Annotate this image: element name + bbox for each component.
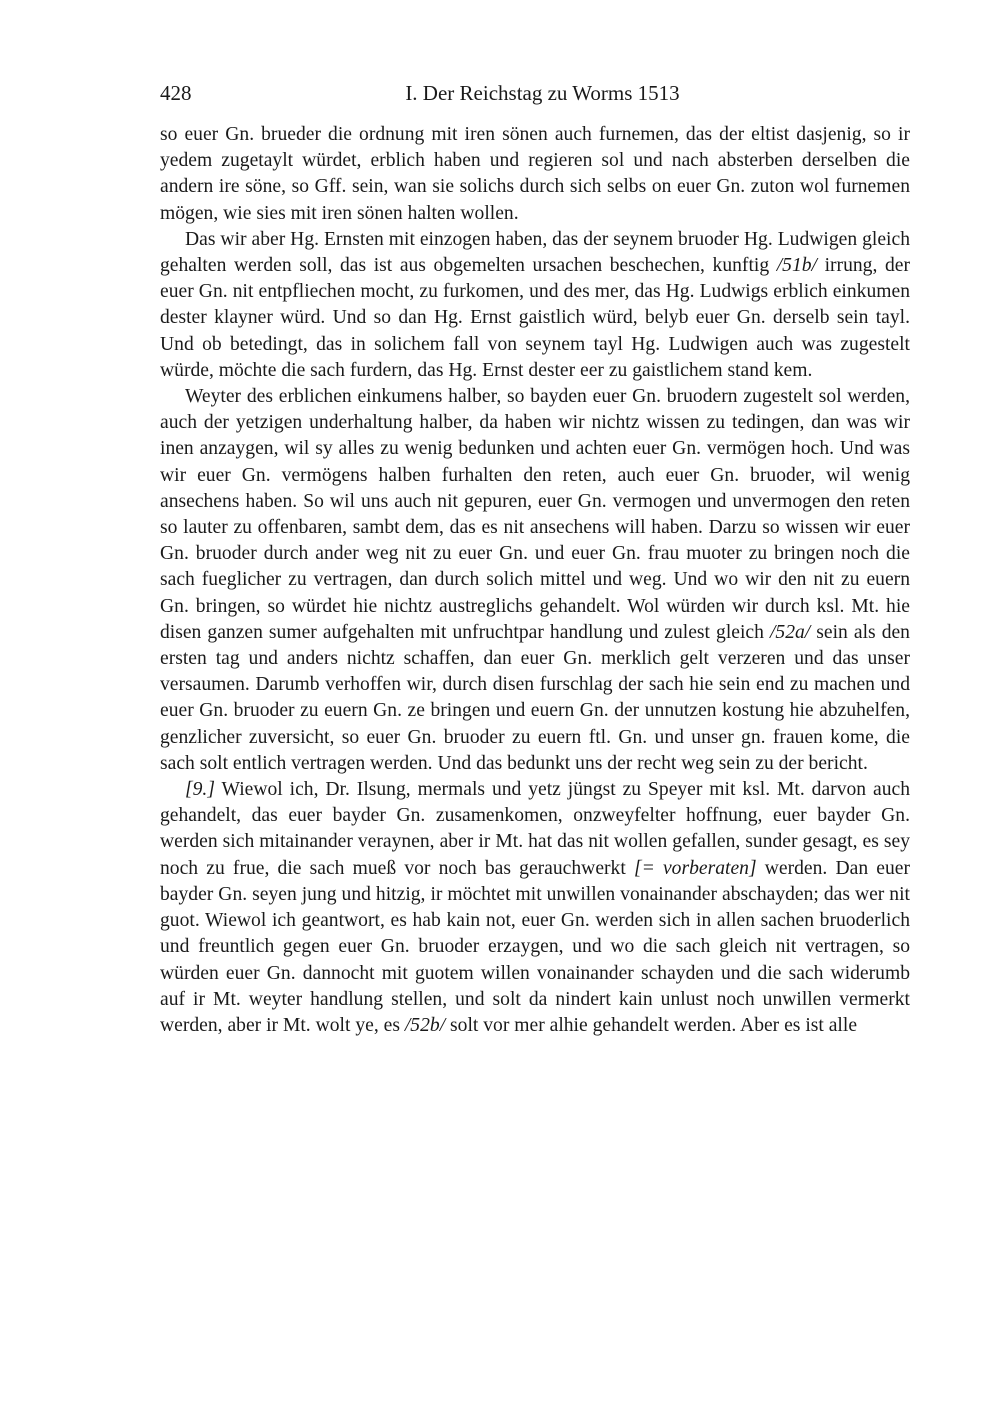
editorial-gloss: [= vorberaten] xyxy=(633,857,757,879)
folio-marker: /51b/ xyxy=(776,255,817,277)
running-title: I. Der Reichstag zu Worms 1513 xyxy=(405,81,680,105)
section-number: [9.] xyxy=(185,779,215,801)
paragraph-3: Weyter des erblichen einkumens halber, so bayden euer Gn. bruodern zugestelt sol werden, auch der yetzigen underhaltung halber, da haben wir nichtz wissen zu tedingen, dan was wir inen anzaygen, wil sy alles zu wenig bedunken und achten euer Gn. vermögen hoch. Und was wir euer Gn. vermögens halben furhalten den reten, auch euer Gn. bruoder, wil wenig ansechens haben. So wil uns auch nit gepuren, euer Gn. vermogen und unvermogen den reten so lauter zu offenbaren, sambt dem, das es nit ansechens will haben. Darzu so wissen wir euer Gn. bruoder durch ander weg nit zu euer Gn. und euer Gn. frau muoter zu bringen noch die sach fueglicher zu vertragen, dan durch solich mittel und weg. Und wo wir den nit zu euern Gn. bringen, so würdet hie nichtz austreglichs gehandelt. Wol würden wir durch ksl. Mt. hie disen ganzen sumer aufgehalten mit unfruchtpar handlung und zulest gleich /52a/ sein als den ersten tag und anders nichtz schaffen, dan euer Gn. merklich gelt verzeren und das unser versaumen. Darumb verhoffen wir, durch disen furschlag der sach hie sein end zu machen und euer Gn. bruoder zu euern Gn. ze bringen und euern Gn. der unnutzen kostung hie abzuhelfen, genzlicher zuversicht, so euer Gn. bruoder zu euern ftl. Gn. und unser gn. frauen kome, die sach solt entlich vertragen werden. Und das bedunkt uns der recht weg sein zu der bericht. xyxy=(160,386,910,774)
page-number: 428 xyxy=(160,81,192,105)
paragraph-4: [9.] Wiewol ich, Dr. Ilsung, mermals und yetz jüngst zu Speyer mit ksl. Mt. darvon auch gehandelt, das euer bayder Gn. zusamenkomen, onzweyfelter hoffnung, euer bayder Gn. werden sich mitainander veraynen, aber ir Mt. hat das nit wollen gefallen, sunder gesagt, es sey noch zu frue, die sach mueß vor noch bas gerauchwerkt [= vorberaten] werden. Dan euer bayder Gn. seyen jung und hitzig, ir möchtet mit unwillen vonainander abschayden; das wer nit guot. Wiewol ich geantwort, es hab kain not, euer Gn. werden sich in allen sachen bruoderlich und freuntlich gegen euer Gn. bruoder erzaygen, und wo die sach gleich nit vertragen, so würden euer Gn. dannocht mit guotem willen vonainander schayden und die sach widerumb auf ir Mt. weyter handlung stellen, und solt da nindert kain unlust noch unwillen vermerkt werden, aber ir Mt. wolt ye, es /52b/ solt vor mer alhie gehandelt werden. Aber es ist alle xyxy=(160,779,911,1036)
document-page xyxy=(160,78,910,1039)
paragraph-1: so euer Gn. brueder die ordnung mit iren sönen auch furnemen, das der eltist dasjenig, so ir yedem zugetaylt würdet, erblich haben und regieren sol und nach absterben derselben die andern ire söne, so Gff. sein, wan sie solichs durch sich selbs on euer Gn. zuton wol furnemen mögen, wie sies mit iren sönen halten wollen. xyxy=(160,124,910,224)
folio-marker: /52a/ xyxy=(769,621,811,643)
body-text xyxy=(160,122,910,1039)
page-header xyxy=(160,78,910,108)
paragraph-2: Das wir aber Hg. Ernsten mit einzogen haben, das der seynem bruoder Hg. Ludwigen gleich gehalten werden soll, das ist aus obgemelten ursachen beschechen, kunftig /51b/ irrung, der euer Gn. nit entpfliechen mocht, zu furkomen, und des mer, das Hg. Ludwigs erblich einkumen dester klayner würd. Und so dan Hg. Ernst gaistlich würd, belyb euer Gn. derselb sein tayl. Und ob betedingt, das in solichem fall von seynem tayl Hg. Ludwigen auch was zugestelt würde, möchte die sach furdern, das Hg. Ernst dester eer zu gaistlichem stand kem. xyxy=(160,228,910,381)
folio-marker: /52b/ xyxy=(404,1014,446,1036)
